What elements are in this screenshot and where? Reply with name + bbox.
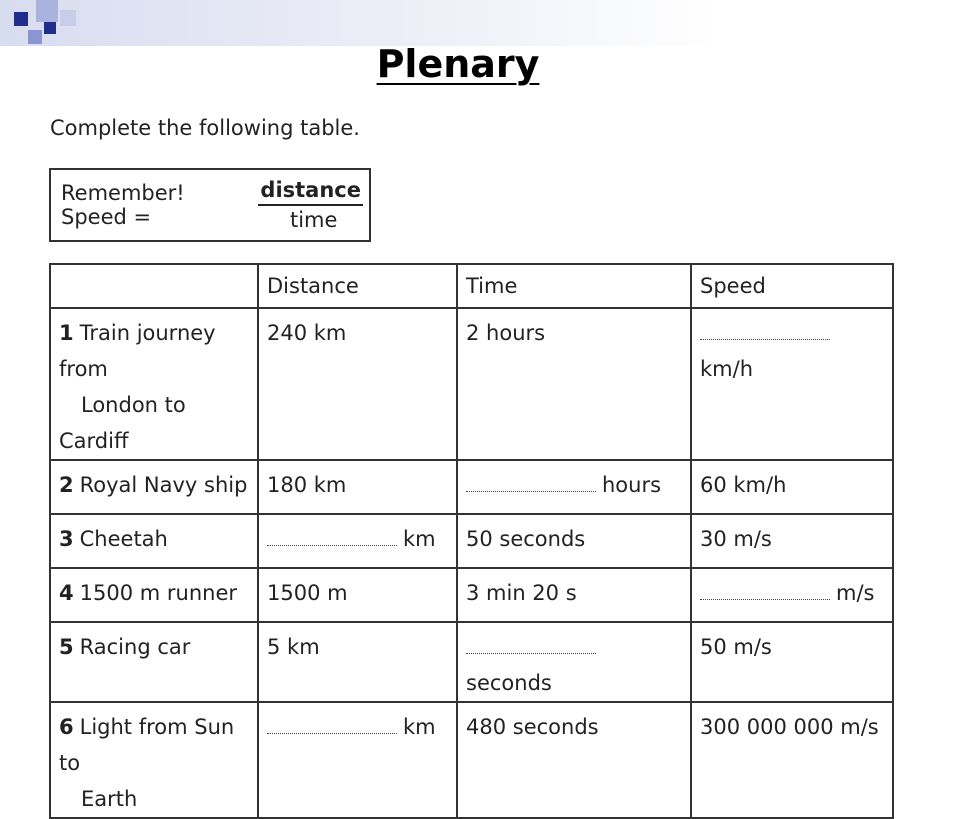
item-cell	[50, 460, 258, 514]
time-value: 2 hours	[466, 321, 546, 345]
decor-square-3	[60, 10, 76, 26]
speed-answer-blank[interactable]	[700, 321, 830, 340]
speed-value: 60 km/h	[700, 473, 787, 497]
row-number: 4	[59, 581, 74, 605]
time-answer-blank[interactable]	[466, 473, 596, 492]
time-cell	[457, 702, 691, 818]
item-cell	[50, 702, 258, 818]
fraction-denominator: time	[289, 208, 338, 232]
item-label-line: Light from Sun to	[59, 715, 235, 775]
table-row	[50, 622, 893, 702]
speed-answer-blank[interactable]	[700, 581, 830, 600]
header-distance: Distance	[258, 264, 457, 308]
table-header-row	[50, 264, 893, 308]
time-value: seconds	[466, 671, 552, 695]
time-cell	[457, 308, 691, 460]
speed-cell	[691, 622, 893, 702]
distance-value: 5 km	[267, 635, 320, 659]
item-cell	[50, 514, 258, 568]
distance-value: 1500 m	[267, 581, 348, 605]
item-label-line: Cheetah	[79, 527, 168, 551]
distance-answer-blank[interactable]	[267, 715, 397, 734]
time-cell	[457, 514, 691, 568]
time-value: 3 min 20 s	[466, 581, 577, 605]
table-row	[50, 308, 893, 460]
instruction-text: Complete the following table.	[50, 116, 360, 140]
row-number: 1	[59, 321, 74, 345]
time-answer-blank[interactable]	[466, 635, 596, 654]
row-number: 2	[59, 473, 74, 497]
distance-cell	[258, 568, 457, 622]
table-row	[50, 568, 893, 622]
distance-value: km	[403, 715, 436, 739]
speed-value: 30 m/s	[700, 527, 772, 551]
time-value: hours	[602, 473, 662, 497]
fraction-numerator: distance	[258, 178, 363, 206]
distance-answer-blank[interactable]	[267, 527, 397, 546]
remember-prefix: Remember! Speed =	[61, 181, 185, 229]
remember-box	[49, 168, 371, 242]
item-cell	[50, 568, 258, 622]
item-cell	[50, 622, 258, 702]
time-value: 480 seconds	[466, 715, 599, 739]
time-cell	[457, 568, 691, 622]
distance-value: 240 km	[267, 321, 347, 345]
item-label-line: Royal Navy ship	[79, 473, 248, 497]
item-label-line: Earth	[81, 787, 138, 811]
speed-cell	[691, 460, 893, 514]
speed-value: 50 m/s	[700, 635, 772, 659]
item-label-line: Racing car	[79, 635, 191, 659]
distance-cell	[258, 702, 457, 818]
distance-value: km	[403, 527, 436, 551]
speed-cell	[691, 308, 893, 460]
time-cell	[457, 622, 691, 702]
table-row	[50, 460, 893, 514]
item-label-line: 1500 m runner	[79, 581, 237, 605]
distance-cell	[258, 622, 457, 702]
row-number: 6	[59, 715, 74, 739]
distance-cell	[258, 514, 457, 568]
speed-table	[49, 263, 894, 819]
decor-square-5	[44, 22, 56, 34]
item-cell	[50, 308, 258, 460]
decor-square-1	[14, 12, 28, 26]
header-gradient-bar	[0, 0, 960, 46]
page-title: Plenary	[376, 42, 540, 86]
table-row	[50, 514, 893, 568]
speed-cell	[691, 568, 893, 622]
header-speed: Speed	[691, 264, 893, 308]
row-number: 5	[59, 635, 74, 659]
speed-value: m/s	[836, 581, 875, 605]
speed-value: km/h	[700, 357, 754, 381]
speed-value: 300 000 000 m/s	[700, 715, 879, 739]
item-label-line: London to Cardiff	[59, 393, 186, 453]
row-number: 3	[59, 527, 74, 551]
distance-cell	[258, 460, 457, 514]
speed-fraction	[258, 178, 369, 232]
distance-value: 180 km	[267, 473, 347, 497]
table-row	[50, 702, 893, 818]
item-label-line: Train journey from	[59, 321, 216, 381]
header-time: Time	[457, 264, 691, 308]
speed-cell	[691, 702, 893, 818]
header-item	[50, 264, 258, 308]
distance-cell	[258, 308, 457, 460]
speed-cell	[691, 514, 893, 568]
time-value: 50 seconds	[466, 527, 586, 551]
time-cell	[457, 460, 691, 514]
decor-square-2	[36, 0, 58, 22]
